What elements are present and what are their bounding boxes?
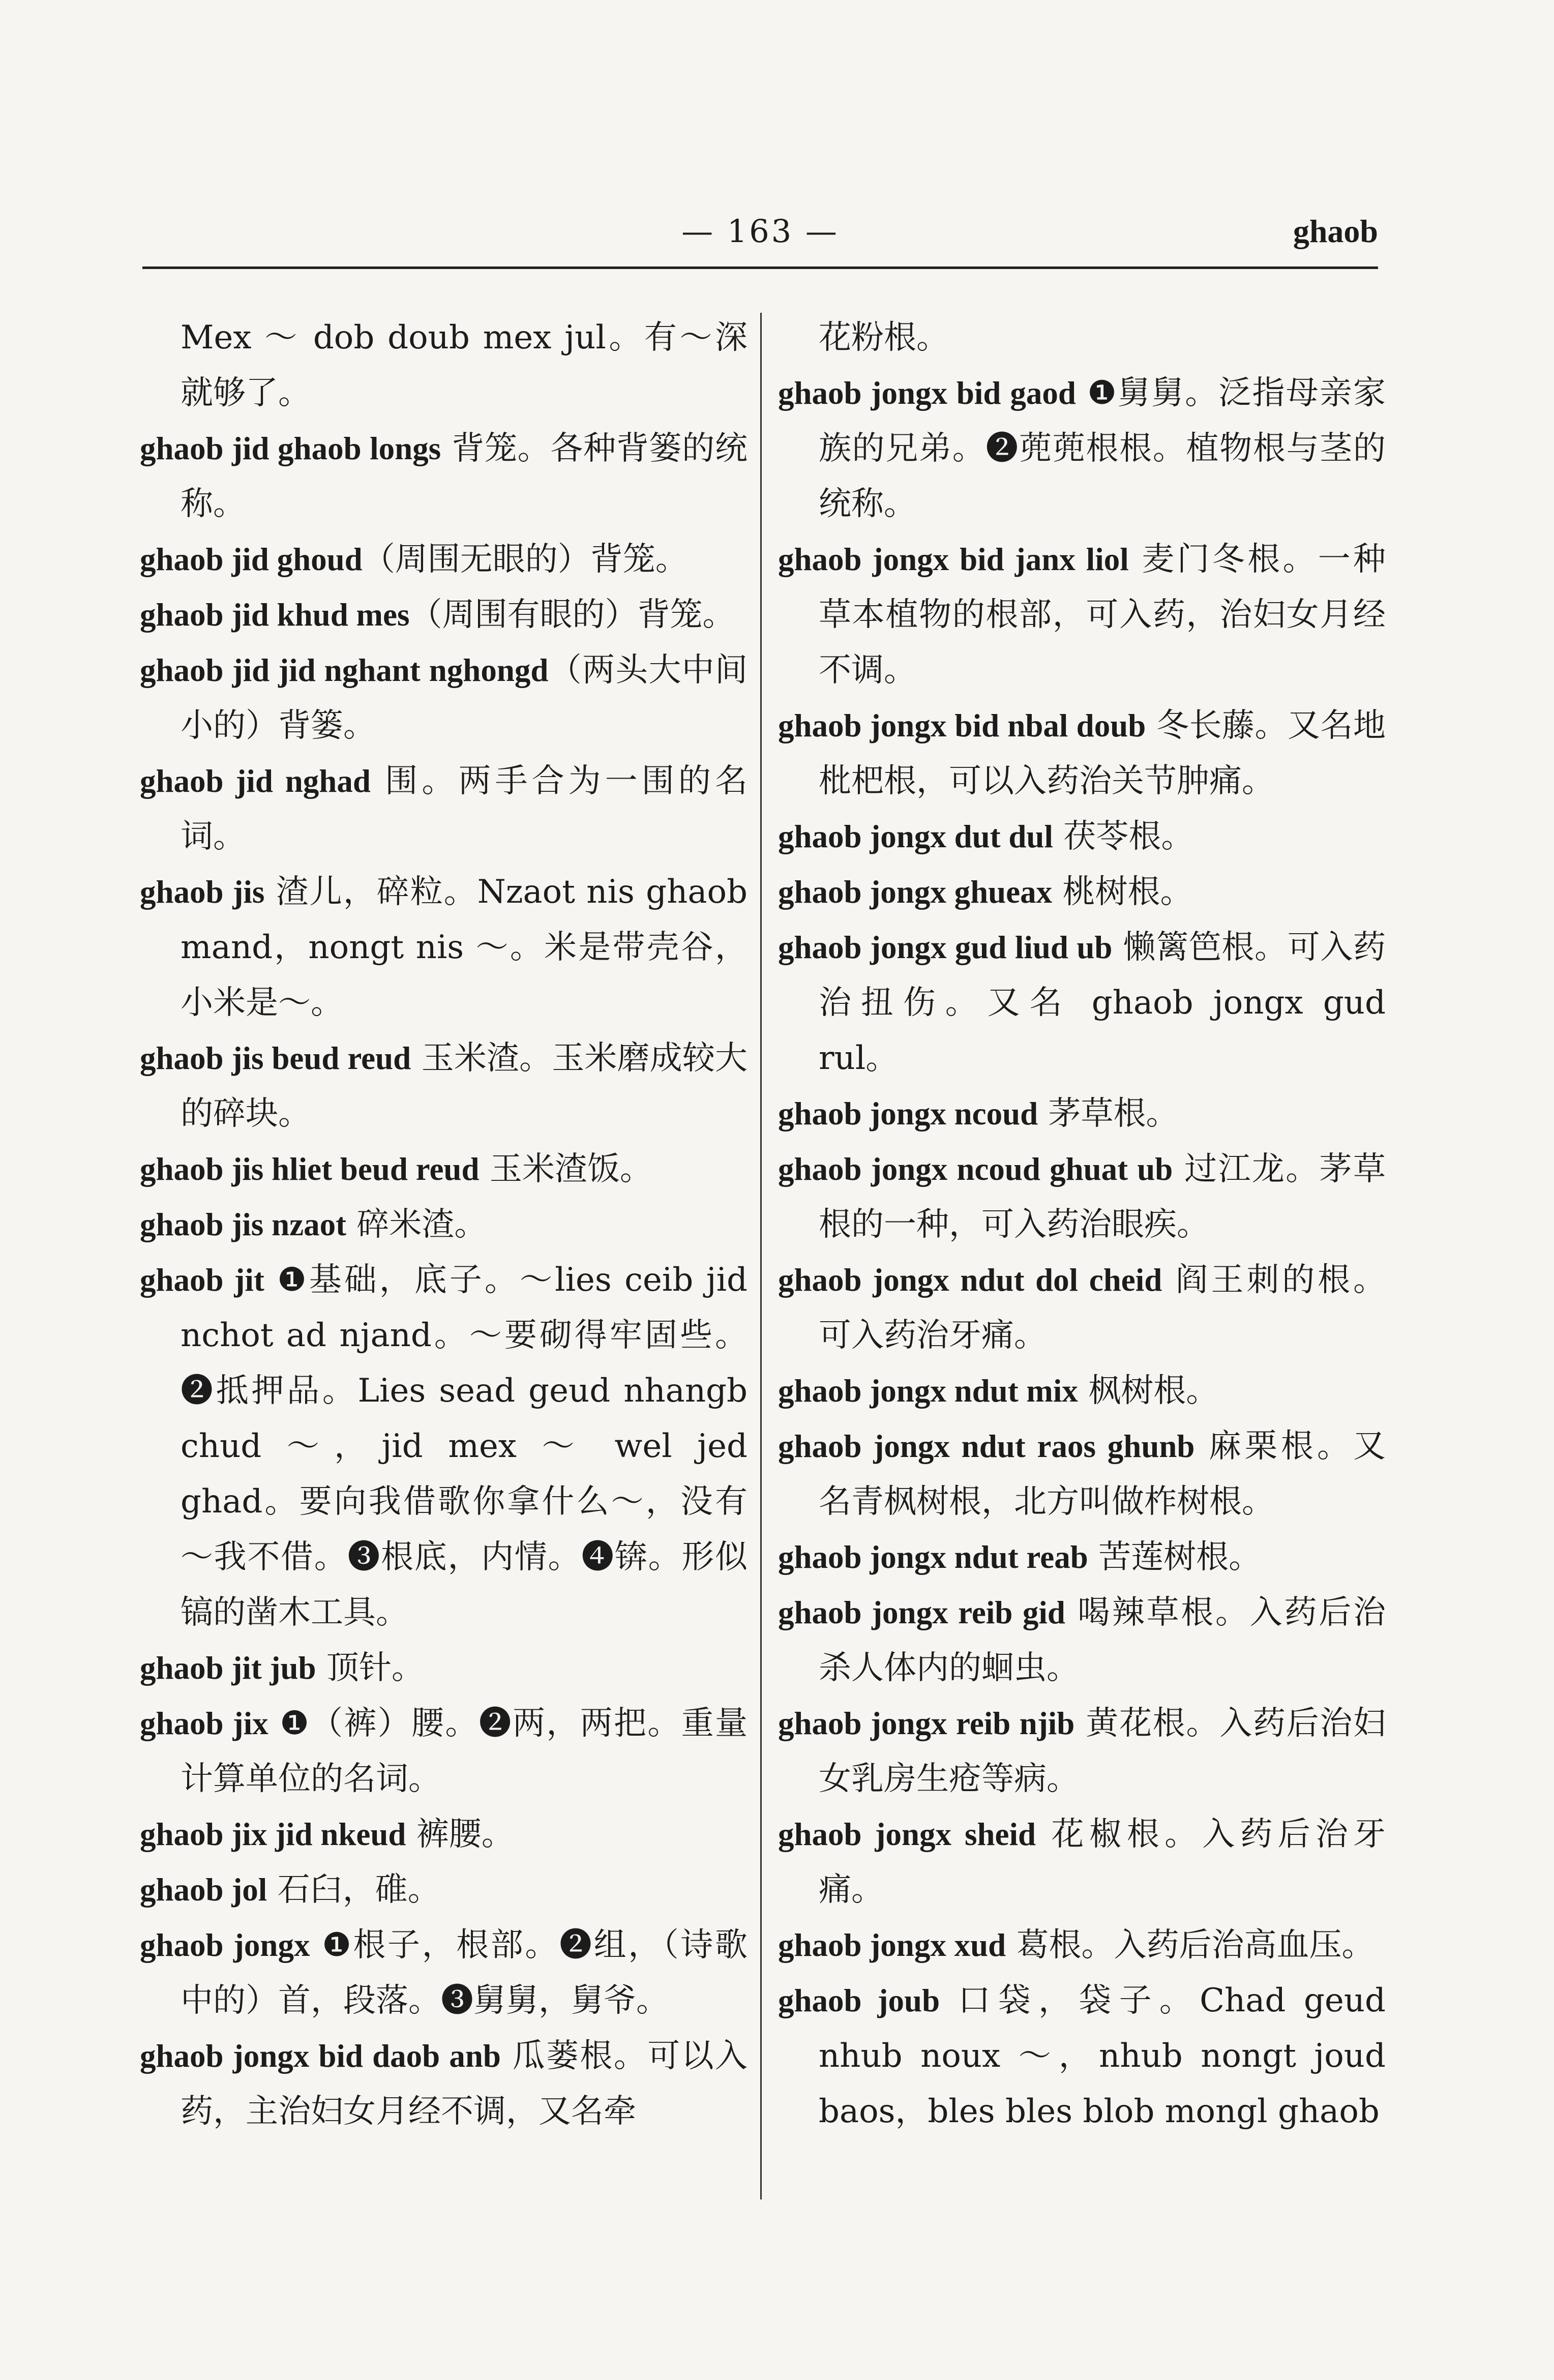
entry-definition: 麦门冬根。一种草本植物的根部，可入药，治妇女月经不调。 [819,541,1386,689]
left-column [140,310,748,2217]
dictionary-entry [778,1918,1386,1973]
entry-definition: 顶针。 [316,1649,424,1687]
dictionary-entry [778,1696,1386,1807]
entry-definition: Mex ～ dob doub mex jul。有～深就够了。 [181,319,748,412]
entry-headword: ghaob jid jid nghant nghongd [140,652,549,688]
dictionary-entry [140,865,748,1031]
page-number: — 163 — [681,213,839,250]
entry-definition: 麻栗根。又名青枫树根，北方叫做柞树根。 [819,1427,1386,1521]
entry-definition: 葛根。入药后治高血压。 [1006,1926,1374,1964]
entry-headword: ghaob jongx ncoud ghuat ub [778,1151,1173,1187]
dictionary-entry [140,1031,748,1142]
entry-headword: ghaob jongx bid janx liol [778,542,1129,577]
entry-definition: 围。两手合为一围的名词。 [181,762,748,855]
dictionary-entry [778,1807,1386,1918]
entry-headword: ghaob jongx ndut raos ghunb [778,1429,1195,1464]
dictionary-entry [778,1086,1386,1142]
entry-definition: ❶舅舅。泛指母亲家族的兄弟。❷蔸蔸根根。植物根与茎的统称。 [819,374,1386,523]
entry-definition: 裤腰。 [406,1816,514,1853]
entry-definition: ❶根子，根部。❷组，（诗歌中的）首，段落。❸舅舅，舅爷。 [181,1926,748,2019]
entry-definition: 花椒根。入药后治牙痛。 [819,1816,1386,1909]
entry-definition: （两头大中间小的）背篓。 [181,651,748,745]
dictionary-entry [140,310,748,421]
entry-definition: 阎王刺的根。可入药治牙痛。 [819,1261,1386,1354]
entry-definition: 玉米渣。玉米磨成较大的碎块。 [181,1039,748,1133]
entry-definition: 过江龙。茅草根的一种，可入药治眼疾。 [819,1150,1386,1243]
dictionary-entry [140,421,748,532]
entry-headword: ghaob jix jid nkeud [140,1817,406,1852]
dictionary-entry [778,1253,1386,1363]
entry-definition: ❶基础，底子。～lies ceib jid nchot ad njand。～要砌得牢固些。❷抵押品。Lies sead geud nhangb chud ～，jid mex ～ wel jed ghad。要向我借歌你拿什么～，没有～我不借。❸根底，内情。❹锛。形似镐的凿木工具。 [181,1261,748,1631]
entry-definition: 瓜蒌根。可以入药，主治妇女月经不调，又名牵 [181,2037,748,2130]
entry-definition: 口袋，袋子。Chad geud nhub noux ～，nhub nongt joud baos，bles bles blob mongl ghaob [819,1982,1386,2130]
dictionary-entry [778,366,1386,532]
entry-headword: ghaob jongx reib njib [778,1706,1075,1741]
entry-definition: 冬长藤。又名地枇杷根，可以入药治关节肿痛。 [819,707,1386,800]
entry-headword: ghaob jongx ndut dol cheid [778,1262,1162,1298]
dictionary-entry [140,1918,748,2029]
entry-definition: 桃树根。 [1052,873,1193,911]
dictionary-entry [140,1641,748,1696]
dictionary-entry [140,643,748,754]
entry-definition: 枫树根。 [1078,1372,1219,1410]
dictionary-entry [140,1862,748,1918]
dictionary-entry [140,1696,748,1807]
dictionary-entry [140,2029,748,2139]
dictionary-entry [778,920,1386,1086]
dictionary-entry [140,1807,748,1862]
dictionary-entry [140,1197,748,1253]
dictionary-entry [778,1530,1386,1585]
entry-headword: ghaob jis beud reud [140,1040,411,1076]
entry-definition: 花粉根。 [819,319,949,356]
dictionary-entry [778,865,1386,920]
entry-definition: 黄花根。入药后治妇女乳房生疮等病。 [819,1705,1386,1798]
dictionary-entry [140,587,748,643]
entry-headword: ghaob jid nghad [140,763,371,799]
dictionary-entry [778,1142,1386,1253]
entry-headword: ghaob jix [140,1706,268,1741]
entry-definition: 碎米渣。 [346,1206,487,1243]
entry-definition: 苦莲树根。 [1088,1538,1262,1576]
entry-headword: ghaob jongx gud liud ub [778,930,1113,965]
dictionary-entry [778,1363,1386,1419]
entry-headword: ghaob jid ghaob longs [140,431,441,466]
entry-headword: ghaob jongx bid nbal doub [778,708,1146,743]
entry-headword: ghaob jongx bid gaod [778,375,1076,411]
entry-headword: ghaob jongx ndut reab [778,1539,1088,1575]
running-head: ghaob [1293,213,1378,249]
entry-headword: ghaob jit jub [140,1650,316,1686]
entry-headword: ghaob jit [140,1262,264,1298]
entry-definition: 茯苓根。 [1053,818,1194,855]
right-column [778,310,1386,2217]
entry-headword: ghaob jongx xud [778,1927,1006,1963]
dictionary-entry [140,1142,748,1197]
entry-headword: ghaob jongx reib gid [778,1595,1065,1630]
entry-definition: 渣儿，碎粒。Nzaot nis ghaob mand，nongt nis ～。米是带壳谷，小米是～。 [181,873,748,1022]
entry-definition: 喝辣草根。入药后治杀人体内的蛔虫。 [819,1594,1386,1687]
entry-headword: ghaob jongx ncoud [778,1096,1038,1132]
dictionary-entry [778,698,1386,809]
entry-headword: ghaob jongx bid daob anb [140,2038,501,2074]
entry-headword: ghaob jis [140,874,265,910]
entry-headword: ghaob jongx ndut mix [778,1373,1078,1409]
entry-definition: （周围无眼的）背笼。 [362,541,688,578]
entry-definition: （周围有眼的）背笼。 [409,596,735,634]
dictionary-entry [778,310,1386,366]
entry-definition: 茅草根。 [1038,1095,1179,1133]
dictionary-entry [778,532,1386,698]
entry-definition: 懒篱笆根。可入药治扭伤。又名 ghaob jongx gud rul。 [819,929,1386,1077]
dictionary-entry [778,809,1386,865]
dictionary-entry [140,754,748,865]
page-header [142,209,1378,264]
entry-headword: ghaob jid ghoud [140,542,363,577]
dictionary-entry [778,1585,1386,1696]
header-rule [142,266,1378,269]
entry-definition: 玉米渣饭。 [479,1150,652,1188]
entry-headword: ghaob jongx sheid [778,1817,1036,1852]
entry-headword: ghaob jol [140,1872,267,1908]
entry-headword: ghaob jongx [140,1927,310,1963]
dictionary-entry [140,532,748,587]
entry-headword: ghaob joub [778,1983,940,2018]
entry-headword: ghaob jis nzaot [140,1207,347,1242]
entry-headword: ghaob jis hliet beud reud [140,1151,480,1187]
dictionary-entry [778,1419,1386,1530]
entry-definition: 石臼，碓。 [267,1871,440,1909]
entry-headword: ghaob jongx ghueax [778,874,1053,910]
entry-headword: ghaob jongx dut dul [778,819,1053,854]
entry-headword: ghaob jid khud mes [140,597,410,633]
dictionary-entry [140,1253,748,1641]
dictionary-entry [778,1973,1386,2139]
column-divider [760,313,762,2199]
entry-definition: ❶（裤）腰。❷两，两把。重量计算单位的名词。 [181,1705,748,1798]
entry-definition: 背笼。各种背篓的统称。 [181,430,748,523]
